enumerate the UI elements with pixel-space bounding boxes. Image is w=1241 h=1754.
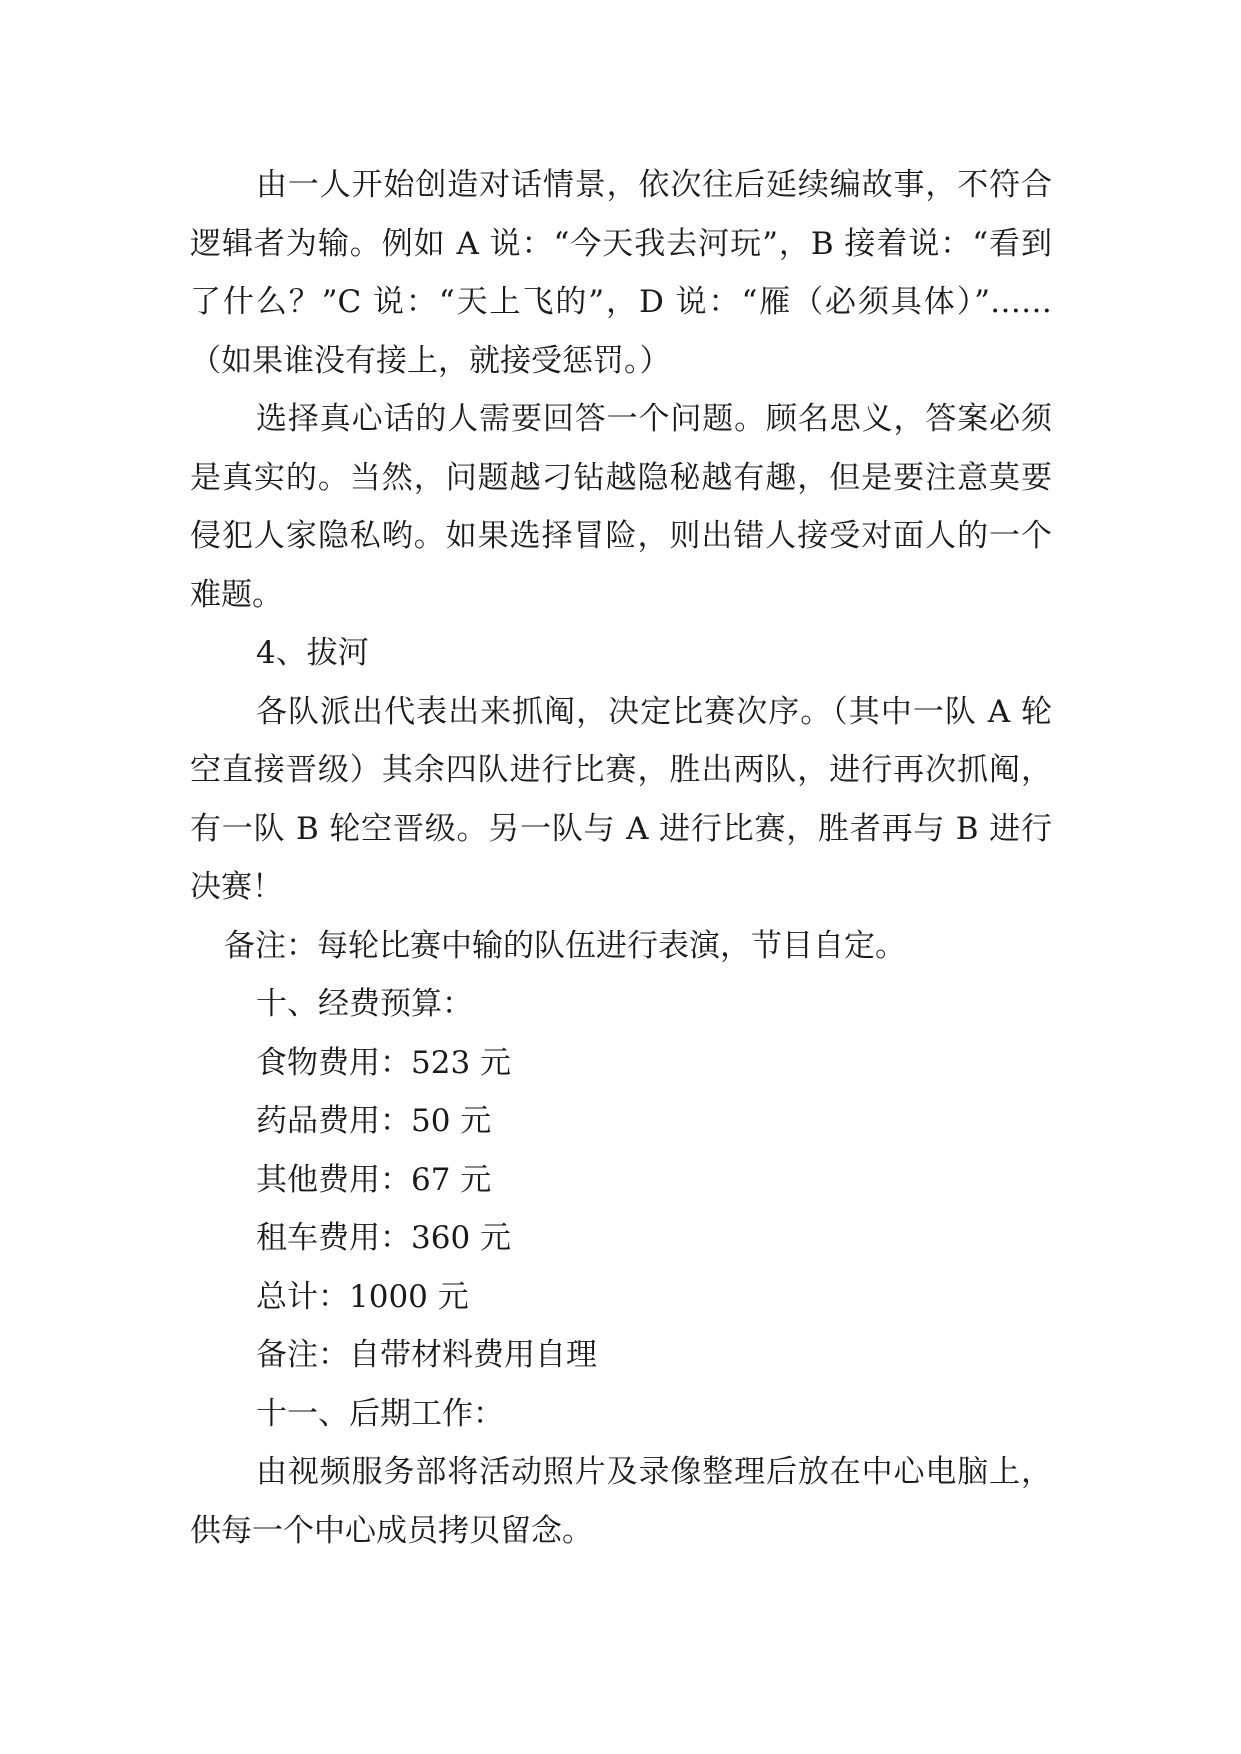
budget-car-rental: 租车费用：360 元 [256,1220,512,1256]
paragraph-follow-up: 由视频服务部将活动照片及录像整理后放在中心电脑上，供每一个中心成员拷贝留念。 [190,1454,1052,1549]
budget-other: 其他费用：67 元 [256,1161,492,1198]
heading-tug-of-war: 4、拔河 [256,635,369,671]
budget-medicine: 药品费用：50 元 [256,1103,492,1139]
heading-budget: 十、经费预算： [256,986,473,1022]
document-page [190,156,1052,1560]
budget-total: 总计：1000 元 [256,1278,469,1315]
heading-follow-up: 十一、后期工作： [256,1395,504,1432]
budget-food: 食物费用：523 元 [256,1044,512,1081]
note-materials: 备注：自带材料费用自理 [256,1337,597,1373]
paragraph-truth-or-dare: 选择真心话的人需要回答一个问题。顾名思义，答案必须是真实的。当然，问题越刁钻越隐秘越有趣，但是要注意莫要侵犯人家隐私哟。如果选择冒险，则出错人接受对面人的一个难题。 [190,401,1052,613]
paragraph-story-game: 由一人开始创造对话情景，依次往后延续编故事，不符合逻辑者为输。例如 A 说：“今天我去河玩”，B 接着说：“看到了什么？”C 说：“天上飞的”，D 说：“雁（必须具体）”……（如果谁没有接上，就接受惩罚。） [190,167,1052,379]
note-performance: 备注：每轮比赛中输的队伍进行表演，节目自定。 [224,927,906,964]
paragraph-tug-of-war-rules: 各队派出代表出来抓阄，决定比赛次序。（其中一队 A 轮空直接晋级）其余四队进行比赛，胜出两队，进行再次抓阄，有一队 B 轮空晋级。另一队与 A 进行比赛，胜者再与 B 进行决赛！ [190,693,1052,905]
